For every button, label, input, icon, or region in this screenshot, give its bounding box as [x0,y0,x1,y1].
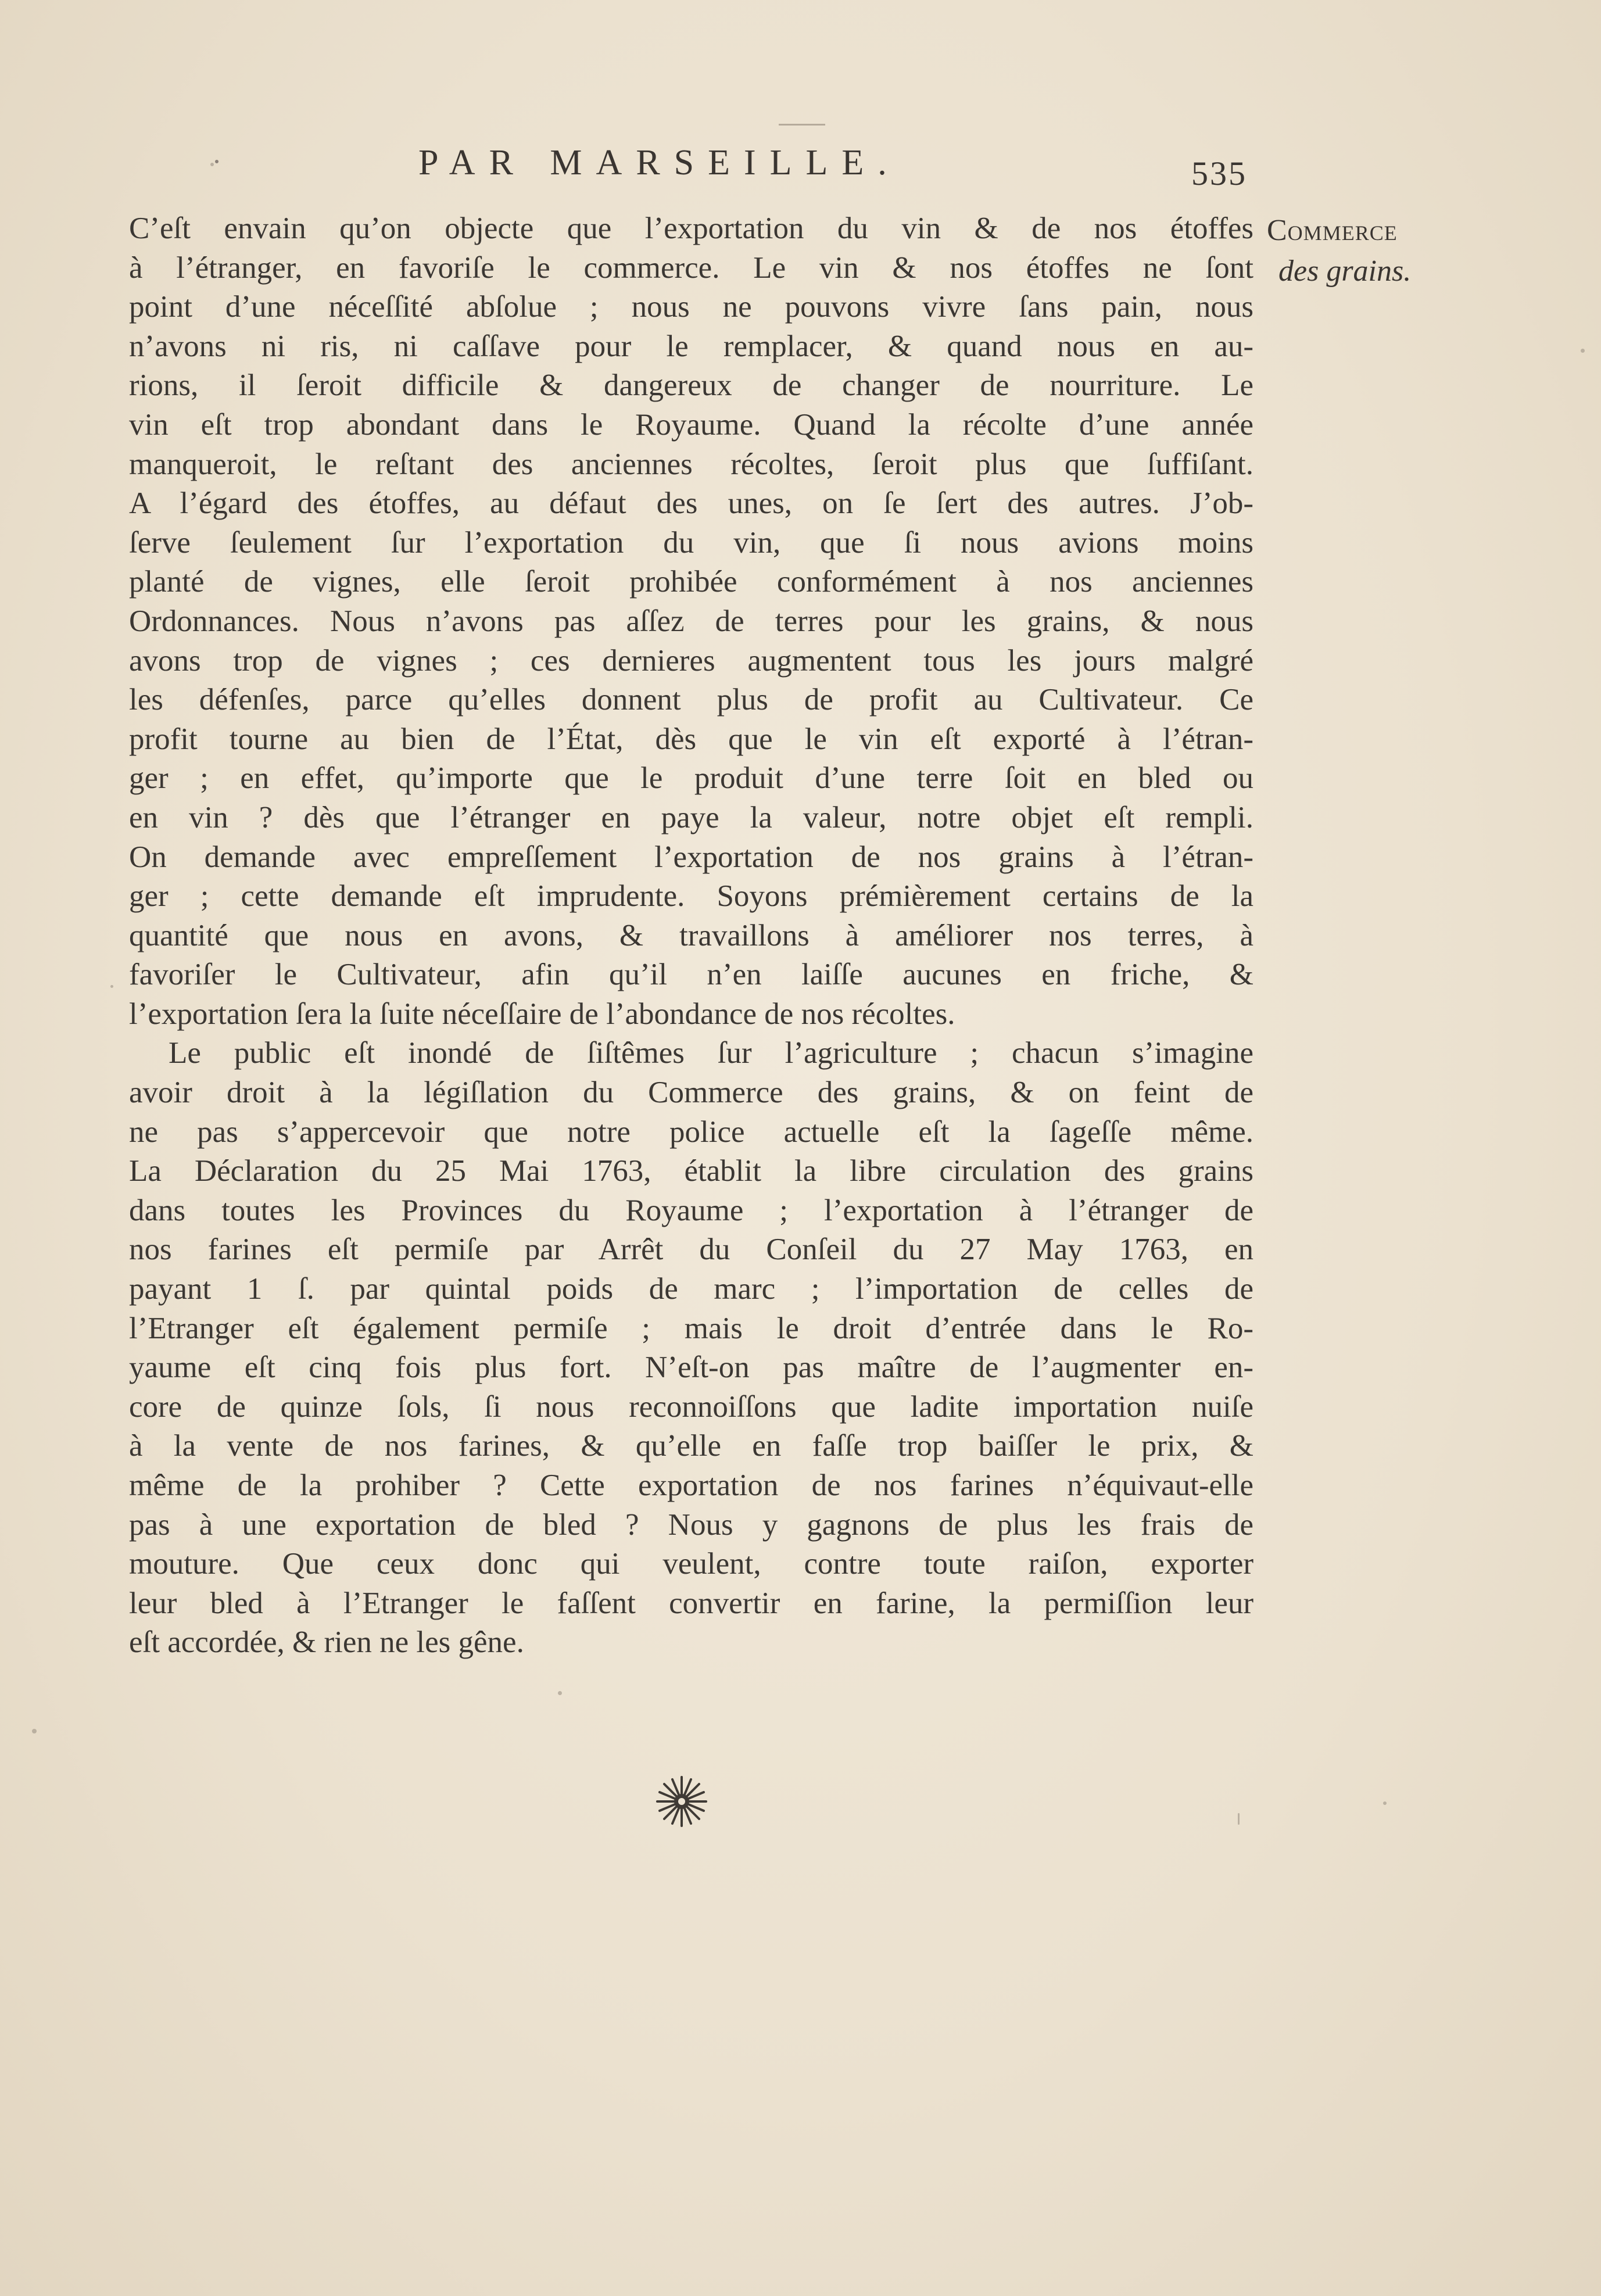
text-line: à l’étranger, en favoriſe le commerce. Le vin & nos étoffes ne ſont [129,250,1253,285]
text-line: rions, il ſeroit difficile & dangereux de changer de nourriture. Le [129,368,1253,403]
text-line: planté de vignes, elle ſeroit prohibée conformément à nos anciennes [129,565,1253,599]
body-text [129,209,1253,1663]
text-line: n’avons ni ris, ni caſſave pour le remplacer, & quand nous en au- [129,329,1253,363]
text-line: avons trop de vignes ; ces dernieres augmentent tous les jours malgré [129,643,1253,678]
text-line: eſt accordée, & rien ne les gêne. [129,1625,524,1660]
text-line: On demande avec empreſſement l’exportation de nos grains à l’étran- [129,840,1253,874]
paper-speck [1383,1801,1387,1805]
text-line: à la vente de nos farines, & qu’elle en faſſe trop baiſſer le prix, & [129,1429,1253,1463]
text-line: yaume eſt cinq fois plus fort. N’eſt-on pas maître de l’augmenter en- [129,1351,1253,1385]
running-title: PAR MARSEILLE. [418,143,901,182]
text-line: pas à une exportation de bled ? Nous y gagnons de plus les frais de [129,1507,1253,1542]
text-line: favoriſer le Cultivateur, afin qu’il n’en laiſſe aucunes en friche, & [129,958,1253,992]
text-line: l’exportation ſera la ſuite néceſſaire de l’abondance de nos récoltes. [129,997,955,1031]
text-line: vin eſt trop abondant dans le Royaume. Quand la récolte d’une année [129,407,1253,442]
text-line: La Déclaration du 25 Mai 1763, établit la libre circulation des grains [129,1154,1253,1188]
text-line: leur bled à l’Etranger le faſſent convertir en farine, la permiſſion leur [129,1586,1253,1620]
text-line: en vin ? dès que l’étranger en paye la valeur, notre objet eſt rempli. [129,800,1253,834]
text-line: profit tourne au bien de l’État, dès que le vin eſt exporté à l’étran- [129,722,1253,756]
text-line: l’Etranger eſt également permiſe ; mais le droit d’entrée dans le Ro- [129,1311,1253,1345]
text-line: dans toutes les Provinces du Royaume ; l’exportation à l’étranger de [129,1193,1253,1227]
text-line: les défenſes, parce qu’elles donnent plus de profit au Cultivateur. Ce [129,683,1253,717]
margin-note-line-2: des grains. [1278,255,1412,288]
text-line: avoir droit à la légiſlation du Commerce des grains, & on feint de [129,1076,1253,1110]
text-line: Ordonnances. Nous n’avons pas aſſez de terres pour les grains, & nous [129,604,1253,638]
ornament-icon [653,1772,711,1831]
text-line: quantité que nous en avons, & travaillons à améliorer nos terres, à [129,918,1253,952]
paper-speck [558,1691,562,1695]
text-line: même de la prohiber ? Cette exportation de nos farines n’équivaut-elle [129,1468,1253,1502]
page-number: 535 [1191,155,1247,192]
text-line: ger ; en effet, qu’importe que le produit d’une terre ſoit en bled ou [129,761,1253,796]
header-dot [215,160,219,163]
top-rule-mark [779,124,825,126]
text-line: point d’une néceſſité abſolue ; nous ne pouvons vivre ſans pain, nous [129,290,1253,324]
text-line: mouture. Que ceux donc qui veulent, contre toute raiſon, exporter [129,1547,1253,1581]
text-line: nos farines eſt permiſe par Arrêt du Conſeil du 27 May 1763, en [129,1233,1253,1267]
paper-speck [1581,349,1585,353]
text-line: ſerve ſeulement ſur l’exportation du vin, que ſi nous avions moins [129,525,1253,560]
text-line: ne pas s’appercevoir que notre police actuelle eſt la ſageſſe même. [129,1115,1253,1149]
text-line: Le public eſt inondé de ſiſtêmes ſur l’agriculture ; chacun s’imagine [169,1036,1253,1070]
text-line: manqueroit, le reſtant des anciennes récoltes, ſeroit plus que ſuffiſant. [129,447,1253,481]
text-line: core de quinze ſols, ſi nous reconnoiſſons que ladite importation nuiſe [129,1389,1253,1424]
margin-note [1267,210,1459,292]
paper-speck [210,163,214,166]
margin-note-line-1: Commerce [1267,214,1398,247]
paper-speck [1238,1813,1240,1825]
paper-speck [32,1729,37,1733]
text-line: C’eſt envain qu’on objecte que l’exportation du vin & de nos étoffes [129,212,1253,245]
text-line: payant 1 ſ. par quintal poids de marc ; l’importation de celles de [129,1272,1253,1306]
text-line: ger ; cette demande eſt imprudente. Soyons prémièrement certains de la [129,879,1253,914]
text-line: A l’égard des étoffes, au défaut des unes, on ſe ſert des autres. J’ob- [129,486,1253,521]
paper-speck [110,985,113,988]
page-header [407,142,1278,192]
